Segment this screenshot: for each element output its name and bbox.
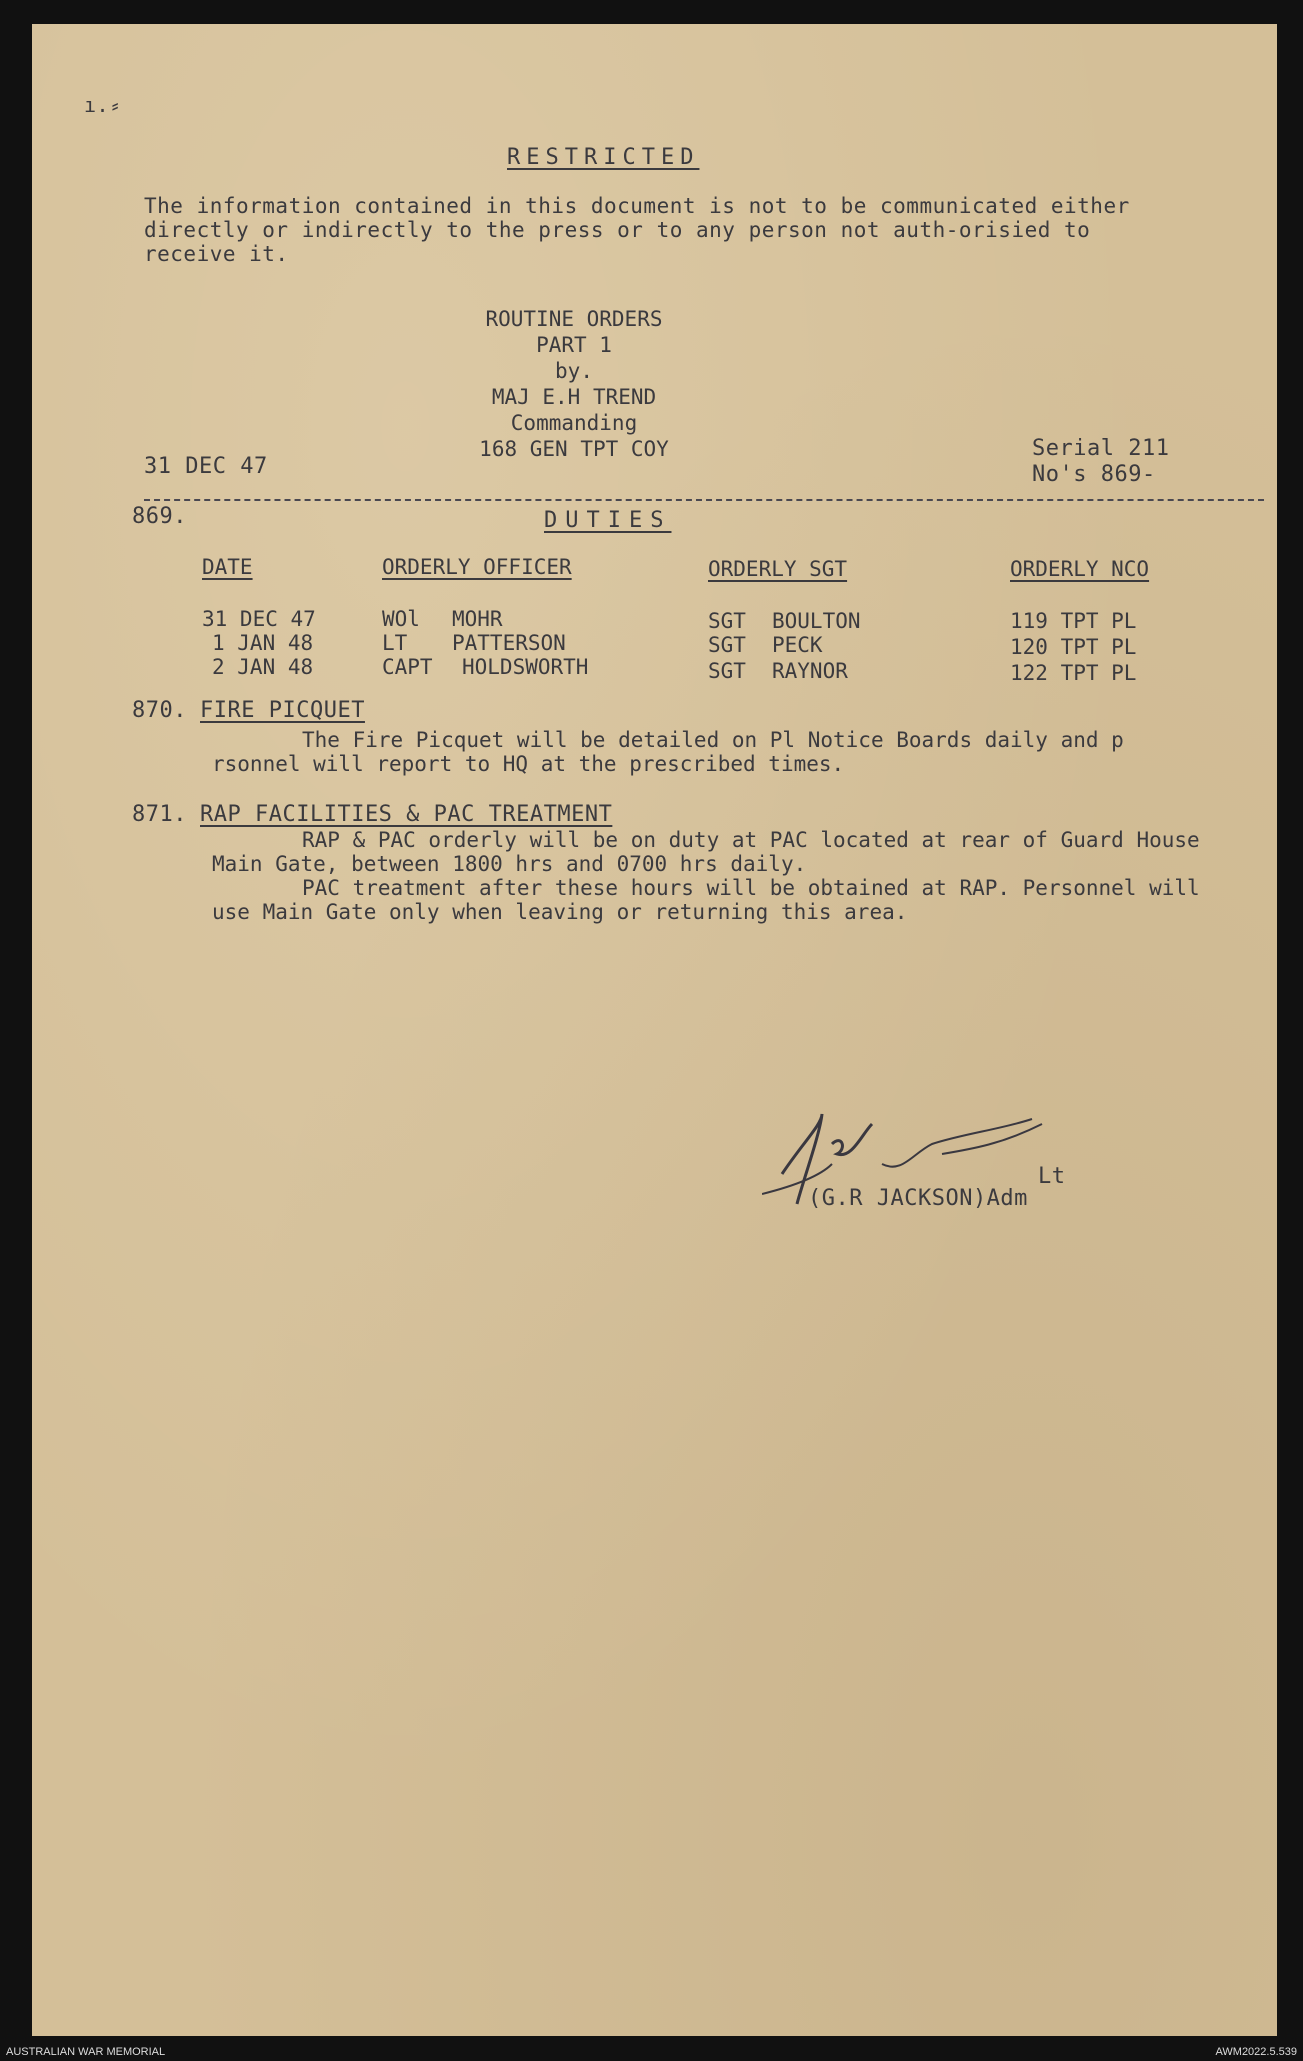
- order-date: 31 DEC 47: [144, 454, 268, 479]
- table-cell-officer-rank: CAPT: [382, 655, 433, 679]
- table-cell-officer-rank: LT: [382, 631, 408, 655]
- signatory-rank: Lt: [1038, 1164, 1066, 1189]
- title-part: PART 1: [536, 333, 612, 357]
- table-cell-sgt-name: RAYNOR: [772, 659, 848, 683]
- signatory-name: (G.R JACKSON)Adm: [808, 1186, 1028, 1211]
- confidentiality-notice: The information contained in this document is not to be communicated either directly or indirectly to the press or to any person not auth-orisied to receive it.: [144, 194, 1130, 266]
- archive-footer: [0, 2041, 1303, 2061]
- duties-heading: DUTIES: [544, 508, 672, 533]
- col-header-nco: ORDERLY NCO: [1010, 557, 1150, 581]
- separator-line: [144, 499, 1264, 501]
- table-cell-date: 2 JAN 48: [212, 655, 314, 679]
- item-870-text: The Fire Picquet will be detailed on Pl Notice Boards daily and p rsonnel will report to HQ at the prescribed times.: [212, 728, 1124, 776]
- serial-number: Serial 211: [1032, 436, 1170, 461]
- item-871-number: 871.: [132, 802, 187, 827]
- title-commanding: Commanding: [510, 411, 638, 435]
- item-871-para-1: RAP & PAC orderly will be on duty at PAC located at rear of Guard House Main Gate, between 1800 hrs and 0700 hrs daily.: [212, 828, 1200, 876]
- table-cell-nco: 120 TPT PL: [1010, 635, 1137, 659]
- table-cell-sgt-name: PECK: [772, 633, 823, 657]
- col-header-sgt: ORDERLY SGT: [708, 557, 848, 581]
- item-871-heading: RAP FACILITIES & PAC TREATMENT: [200, 802, 613, 827]
- table-cell-date: 31 DEC 47: [202, 607, 316, 631]
- table-cell-sgt-rank: SGT: [708, 633, 746, 657]
- item-870-number: 870.: [132, 698, 187, 723]
- table-cell-officer-name: PATTERSON: [452, 631, 566, 655]
- col-header-date: DATE: [202, 555, 253, 579]
- item-869-number: 869.: [132, 504, 187, 529]
- archive-reference: AWM2022.5.539: [1215, 2046, 1297, 2058]
- table-cell-nco: 122 TPT PL: [1010, 661, 1137, 685]
- title-routine-orders: ROUTINE ORDERS: [485, 307, 663, 331]
- col-header-officer: ORDERLY OFFICER: [382, 555, 572, 579]
- classification-heading: RESTRICTED: [507, 145, 700, 170]
- margin-mark: ı.⸗: [84, 93, 122, 117]
- table-cell-officer-name: MOHR: [452, 607, 503, 631]
- title-by: by.: [555, 359, 593, 383]
- table-cell-date: 1 JAN 48: [212, 631, 314, 655]
- table-cell-sgt-rank: SGT: [708, 609, 746, 633]
- table-cell-sgt-name: BOULTON: [772, 609, 861, 633]
- item-870-heading: FIRE PICQUET: [200, 698, 365, 723]
- order-numbers: No's 869-: [1032, 462, 1156, 487]
- title-commander: MAJ E.H TREND: [491, 385, 657, 409]
- item-871-para-2: PAC treatment after these hours will be obtained at RAP. Personnel will use Main Gate only when leaving or returning this area.: [212, 876, 1200, 924]
- table-cell-sgt-rank: SGT: [708, 659, 746, 683]
- item-871-text: [212, 828, 1212, 924]
- table-cell-officer-rank: WOl: [382, 607, 420, 631]
- table-cell-officer-name: HOLDSWORTH: [462, 655, 589, 679]
- table-cell-nco: 119 TPT PL: [1010, 609, 1137, 633]
- document-page: [32, 24, 1277, 2036]
- title-unit: 168 GEN TPT COY: [479, 437, 669, 461]
- archive-credit: AUSTRALIAN WAR MEMORIAL: [6, 2046, 166, 2058]
